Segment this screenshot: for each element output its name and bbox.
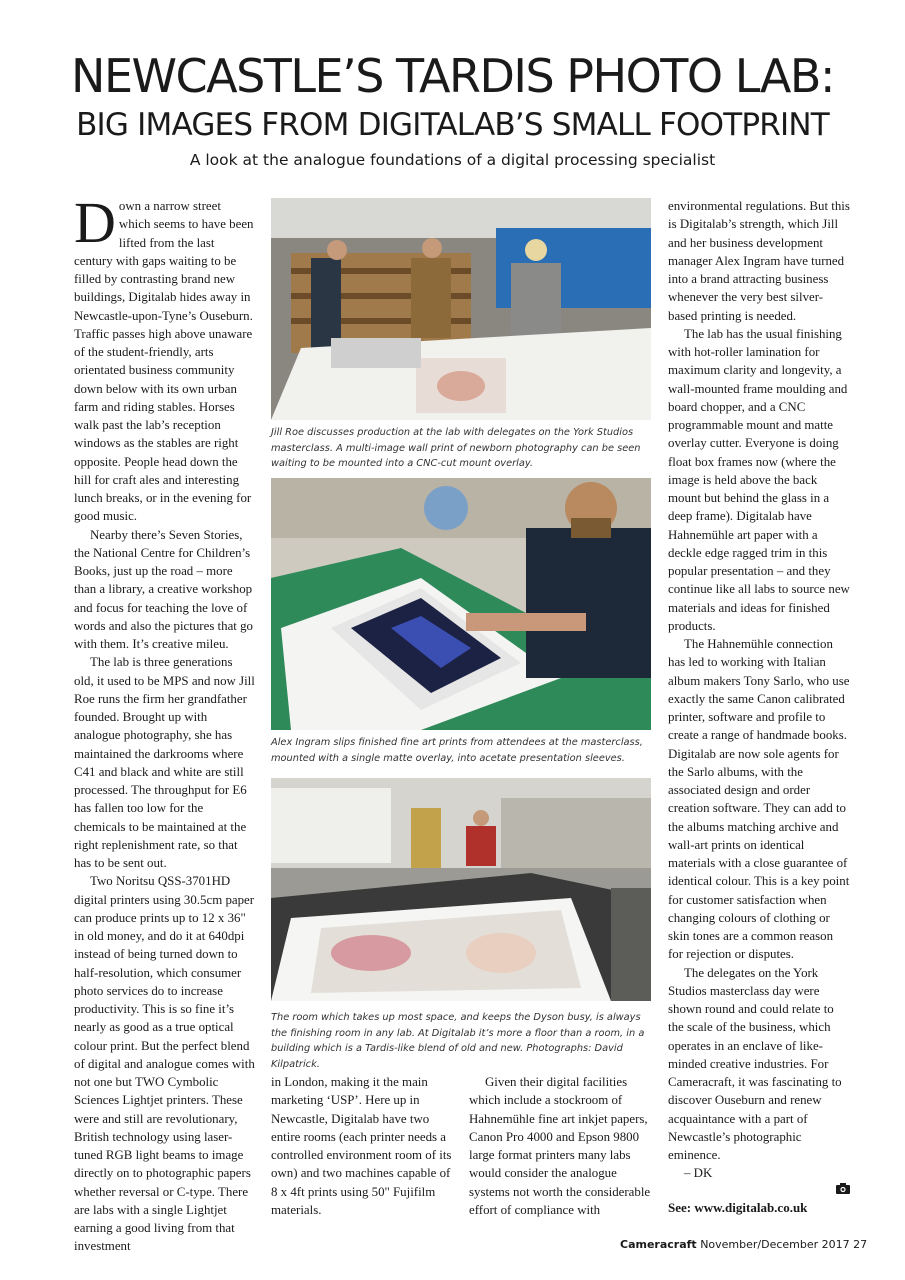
paragraph: in London, making it the main marketing ‘USP’. Here up in Newcastle, Digitalab have two entire rooms (each printer needs a controlled environment room of its own) and two machines capable of 8 x 4ft prints using 50" Fujifilm materials.: [271, 1075, 452, 1217]
paragraph: Two Noritsu QSS-3701HD digital printers using 30.5cm paper can produce prints up to 12 x 36" in old money, and do it at 640dpi instead of being turned down to half-resolution, which consumer photo services do to increase productivity. This is so fine it’s nearly as good as a true optical colour print. But the perfect blend of digital and analogue comes with not one but TWO Cymbolic Sciences Lightjet printers. These were and still are revolutionary, British technology using laser-tuned RGB light beams to image directly on to photographic papers whether reversal or C-type. There are labs with a single Lightjet earning a good living from that investment: [74, 874, 255, 1254]
paragraph: Nearby there’s Seven Stories, the National Centre for Children’s Books, just up the road – more than a library, a creative workshop and focus for teaching the love of words and also the pictures that go with them. It’s creative mileu.: [74, 527, 253, 651]
photo-caption: Jill Roe discusses production at the lab with delegates on the York Studios masterclass. A multi-image wall print of newborn photography can be seen waiting to be mounted into a CNC-cut mount overlay.: [271, 427, 641, 469]
magazine-name: Cameracraft: [620, 1238, 697, 1251]
paragraph: Given their digital facilities which include a stockroom of Hahnemühle fine art inkjet papers, Canon Pro 4000 and Epson 9800 large format printers many labs would consider the analogue systems not worth the considerable effort of compliance with: [469, 1075, 651, 1217]
article-column-1: [74, 190, 255, 1254]
photo-finishing-room: [271, 778, 651, 1001]
paragraph: The lab is three generations old, it used to be MPS and now Jill Roe runs the firm her grandfather founded. Brought up with analogue photography, she has maintained the darkrooms where C41 and black and white are still processed. The throughput for E6 has fallen too low for the chemicals to be maintained at the right replenishment rate, so that has to be sent out.: [74, 655, 255, 870]
paragraph: The lab has the usual finishing with hot-roller lamination for maximum clarity and longevity, a wall-mounted frame moulding and board chopper, and a CNC programmable mount and matte overlay cutter. Everyone is doing float box frames now (where the image is held above the back mount but behind the glass in a deep frame). Digitalab have Hahnemühle art paper with a deckle edge ragged trim in this popular presentation – and they continue like all labs to source new materials and ideas for finished products.: [668, 326, 850, 633]
paragraph: The delegates on the York Studios masterclass day were shown round and could relate to the scale of the business, which operates in an enclave of like-minded creative industries. For Cameracraft, it was fascinating to discover Ouseburn and renew acquaintance with a part of Newcastle’s photographic eminence.: [668, 965, 842, 1162]
photo-caption: Alex Ingram slips finished fine art prints from attendees at the masterclass, mounted with a single matte overlay, into acetate presentation sleeves.: [271, 737, 643, 764]
issue-date: November/December 2017: [700, 1238, 850, 1251]
article-column-3: [668, 197, 851, 1197]
subheadline: BIG IMAGES FROM DIGITALAB’S SMALL FOOTPRINT: [76, 107, 829, 143]
photo-lab-discussion: [271, 198, 651, 420]
headline: NEWCASTLE’S TARDIS PHOTO LAB:: [71, 49, 834, 103]
paragraph: Down a narrow street which seems to have been lifted from the last century with gaps waiting to be filled by contrasting brand new buildings, Digitalab hides away in Newcastle-upon-Tyne’s Ouseburn. Traffic passes high above unaware of the student-friendly, arts orientated business community down below with its own urban farm and riding stables. Horses walk past the lab’s reception windows as the stables are right opposite. People head down the hill for craft ales and interesting lunch breaks, or in the evening for good music.: [74, 190, 254, 524]
standfirst: A look at the analogue foundations of a digital processing specialist: [189, 151, 716, 169]
drop-cap: D: [74, 190, 116, 255]
paragraph: environmental regulations. But this is Digitalab’s strength, which Jill and her business development manager Alex Ingram have turned into a brand attracting business whenever the very best silver-based printing is needed.: [668, 199, 850, 323]
paragraph: The Hahnemühle connection has led to working with Italian album makers Tony Sarlo, who use exactly the same Canon calibrated printer, software and profile to create a range of handmade books. Digitalab are now sole agents for the Sarlo albums, with the associated design and order creation software. They can add to the albums matching archive and wall-art prints on identical materials with a close guarantee of identical colour. This is a key point for customer satisfaction when changing colours of clothing or skin tones are a common reason for rejection or disputes.: [668, 637, 850, 962]
article-column-2a: [271, 1073, 453, 1223]
photo-sleeving-prints: [271, 478, 651, 730]
camera-icon: [836, 1183, 850, 1194]
signoff: – DK: [684, 1166, 713, 1181]
photo-caption: The room which takes up most space, and keeps the Dyson busy, is always the finishing room in any lab. At Digitalab it’s more a floor than a room, in a building which is a Tardis-like blend of old and new. Photographs: David Kilpatrick.: [271, 1012, 645, 1070]
page-footer: [620, 1238, 867, 1251]
page-number: 27: [853, 1238, 868, 1251]
website-link[interactable]: See: www.digitalab.co.uk: [668, 1200, 808, 1215]
article-column-2b: [469, 1073, 651, 1223]
